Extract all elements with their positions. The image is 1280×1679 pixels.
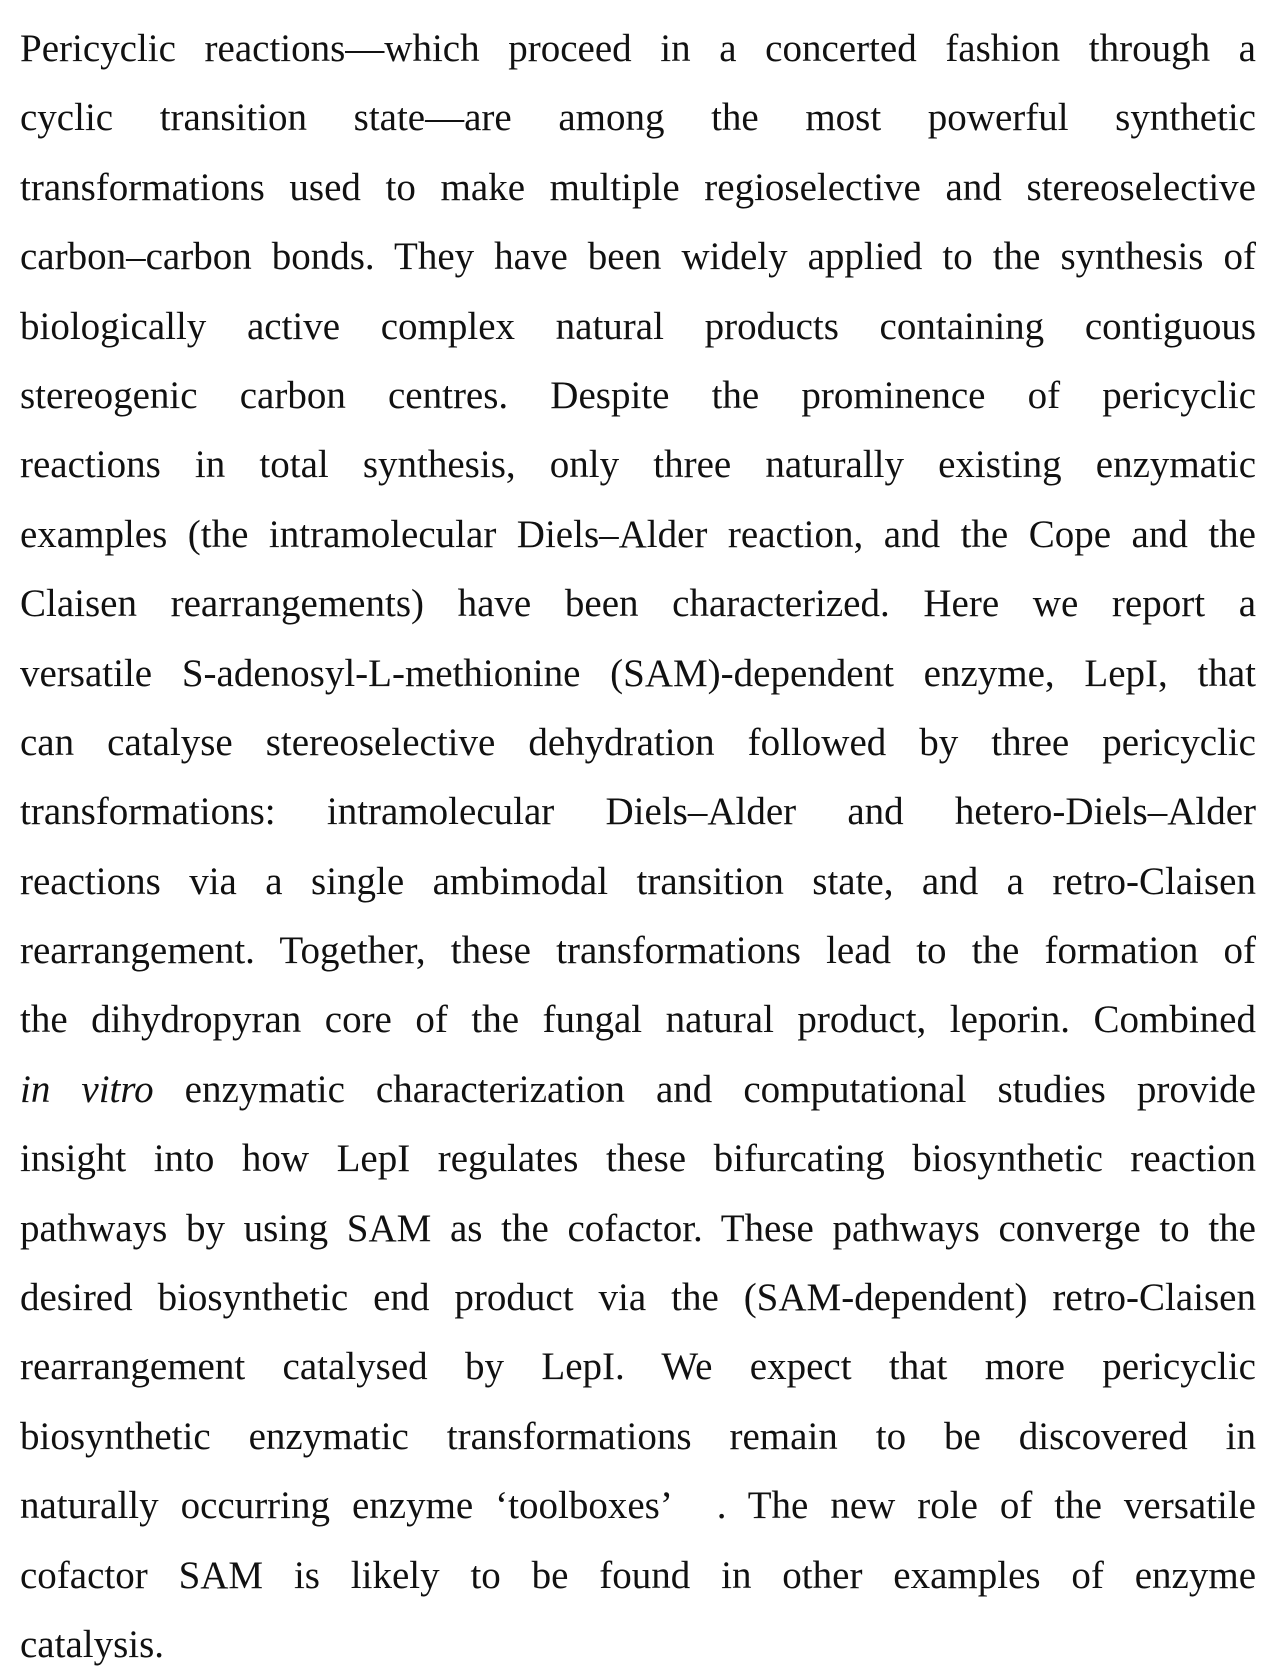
text-line-17: insight into how LepI regulates these bifurcating biosynthetic reaction <box>20 1137 1256 1181</box>
text-line-23: cofactor SAM is likely to be found in other examples of enzyme <box>20 1553 1256 1597</box>
text-line-5: biologically active complex natural products containing contiguous <box>20 304 1256 348</box>
text-line-11: can catalyse stereoselective dehydration followed by three pericyclic <box>20 720 1256 764</box>
text-line-18: pathways by using SAM as the cofactor. These pathways converge to the <box>20 1206 1256 1250</box>
text-line-4: carbon–carbon bonds. They have been widely applied to the synthesis of <box>20 235 1256 279</box>
text-line-15: the dihydropyran core of the fungal natural product, leporin. Combined <box>20 998 1256 1042</box>
text-line-21: biosynthetic enzymatic transformations remain to be discovered in <box>20 1414 1256 1458</box>
italic-term: in vitro <box>20 1067 154 1111</box>
abstract-paragraph <box>20 14 1256 1679</box>
text-line-22: naturally occurring enzyme ‘toolboxes’ . The new role of the versatile <box>20 1484 1256 1528</box>
text-line-10: versatile S-adenosyl-L-methionine (SAM)-dependent enzyme, LepI, that <box>20 651 1256 695</box>
text-line-12: transformations: intramolecular Diels–Alder and hetero-Diels–Alder <box>20 790 1256 834</box>
text-line-16-rest: enzymatic characterization and computational studies provide <box>153 1067 1256 1111</box>
text-line-24: catalysis. <box>20 1622 165 1666</box>
text-line-2: cyclic transition state—are among the most powerful synthetic <box>20 96 1256 140</box>
text-line-14: rearrangement. Together, these transformations lead to the formation of <box>20 929 1256 973</box>
text-line-19: desired biosynthetic end product via the (SAM-dependent) retro-Claisen <box>20 1276 1256 1320</box>
text-line-16 <box>20 1055 1256 1124</box>
text-line-3: transformations used to make multiple regioselective and stereoselective <box>20 165 1256 209</box>
text-line-20: rearrangement catalysed by LepI. We expect that more pericyclic <box>20 1345 1256 1389</box>
text-line-8: examples (the intramolecular Diels–Alder reaction, and the Cope and the <box>20 512 1256 556</box>
text-line-13: reactions via a single ambimodal transition state, and a retro-Claisen <box>20 859 1256 903</box>
text-line-9: Claisen rearrangements) have been characterized. Here we report a <box>20 582 1256 626</box>
text-line-1: Pericyclic reactions—which proceed in a concerted fashion through a <box>20 27 1256 70</box>
text-line-6: stereogenic carbon centres. Despite the prominence of pericyclic <box>20 373 1256 417</box>
text-line-7: reactions in total synthesis, only three naturally existing enzymatic <box>20 443 1256 487</box>
